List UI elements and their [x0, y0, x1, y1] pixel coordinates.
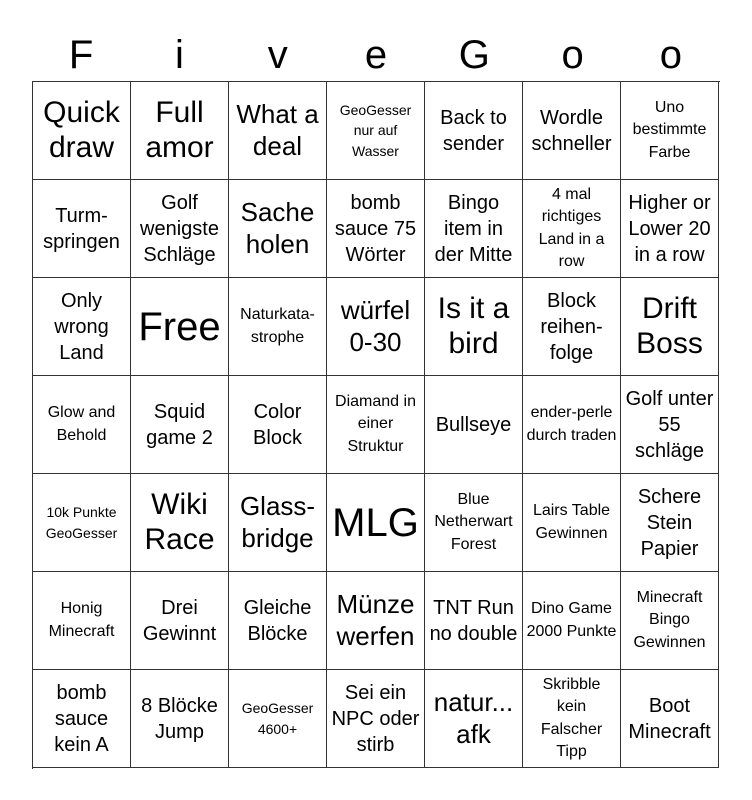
- header-letter: e: [364, 33, 388, 77]
- bingo-cell[interactable]: 8 Blöcke Jump: [131, 670, 229, 768]
- bingo-cell[interactable]: Golf wenigste Schläge: [131, 180, 229, 278]
- bingo-cell[interactable]: Color Block: [229, 376, 327, 474]
- bingo-cell[interactable]: natur... afk: [425, 670, 523, 768]
- bingo-cell[interactable]: GeoGesser nur auf Wasser: [327, 82, 425, 180]
- bingo-cell[interactable]: Squid game 2: [131, 376, 229, 474]
- bingo-cell[interactable]: Turm-springen: [33, 180, 131, 278]
- bingo-cell[interactable]: Lairs Table Gewinnen: [523, 474, 621, 572]
- header-letter: o: [659, 33, 682, 77]
- free-space-cell[interactable]: Free: [131, 278, 229, 376]
- bingo-cell[interactable]: What a deal: [229, 82, 327, 180]
- bingo-cell[interactable]: Blue Netherwart Forest: [425, 474, 523, 572]
- bingo-cell[interactable]: ender-perle durch traden: [523, 376, 621, 474]
- bingo-cell[interactable]: Golf unter 55 schläge: [621, 376, 719, 474]
- bingo-cell[interactable]: Naturkata-strophe: [229, 278, 327, 376]
- bingo-cell[interactable]: bomb sauce kein A: [33, 670, 131, 768]
- bingo-board: [32, 81, 720, 769]
- bingo-cell[interactable]: Skribble kein Falscher Tipp: [523, 670, 621, 768]
- bingo-cell[interactable]: Sei ein NPC oder stirb: [327, 670, 425, 768]
- bingo-cell[interactable]: Quick draw: [33, 82, 131, 180]
- bingo-cell[interactable]: Wordle schneller: [523, 82, 621, 180]
- header-letter: G: [458, 33, 490, 77]
- bingo-cell[interactable]: Back to sender: [425, 82, 523, 180]
- bingo-header: [32, 28, 720, 82]
- bingo-cell[interactable]: Schere Stein Papier: [621, 474, 719, 572]
- bingo-cell[interactable]: Drift Boss: [621, 278, 719, 376]
- header-letter: o: [561, 33, 584, 77]
- bingo-cell[interactable]: Uno bestimmte Farbe: [621, 82, 719, 180]
- bingo-cell[interactable]: Glow and Behold: [33, 376, 131, 474]
- header-letter: v: [267, 33, 288, 77]
- bingo-cell[interactable]: 10k Punkte GeoGesser: [33, 474, 131, 572]
- bingo-cell[interactable]: Is it a bird: [425, 278, 523, 376]
- bingo-cell[interactable]: Bullseye: [425, 376, 523, 474]
- bingo-cell[interactable]: Honig Minecraft: [33, 572, 131, 670]
- bingo-cell[interactable]: Gleiche Blöcke: [229, 572, 327, 670]
- bingo-cell[interactable]: Sache holen: [229, 180, 327, 278]
- bingo-cell[interactable]: Glass-bridge: [229, 474, 327, 572]
- bingo-cell[interactable]: bomb sauce 75 Wörter: [327, 180, 425, 278]
- bingo-cell[interactable]: Block reihen-folge: [523, 278, 621, 376]
- bingo-cell[interactable]: MLG: [327, 474, 425, 572]
- header-letter: F: [68, 33, 94, 77]
- bingo-cell[interactable]: Dino Game 2000 Punkte: [523, 572, 621, 670]
- bingo-cell[interactable]: Full amor: [131, 82, 229, 180]
- bingo-cell[interactable]: Boot Minecraft: [621, 670, 719, 768]
- header-letter: i: [174, 33, 184, 77]
- bingo-cell[interactable]: Bingo item in der Mitte: [425, 180, 523, 278]
- bingo-cell[interactable]: würfel 0-30: [327, 278, 425, 376]
- bingo-cell[interactable]: Wiki Race: [131, 474, 229, 572]
- bingo-cell[interactable]: TNT Run no double: [425, 572, 523, 670]
- bingo-cell[interactable]: GeoGesser 4600+: [229, 670, 327, 768]
- bingo-cell[interactable]: 4 mal richtiges Land in a row: [523, 180, 621, 278]
- bingo-cell[interactable]: Drei Gewinnt: [131, 572, 229, 670]
- bingo-cell[interactable]: Only wrong Land: [33, 278, 131, 376]
- bingo-cell[interactable]: Diamand in einer Struktur: [327, 376, 425, 474]
- bingo-cell[interactable]: Münze werfen: [327, 572, 425, 670]
- bingo-cell[interactable]: Higher or Lower 20 in a row: [621, 180, 719, 278]
- bingo-cell[interactable]: Minecraft Bingo Gewinnen: [621, 572, 719, 670]
